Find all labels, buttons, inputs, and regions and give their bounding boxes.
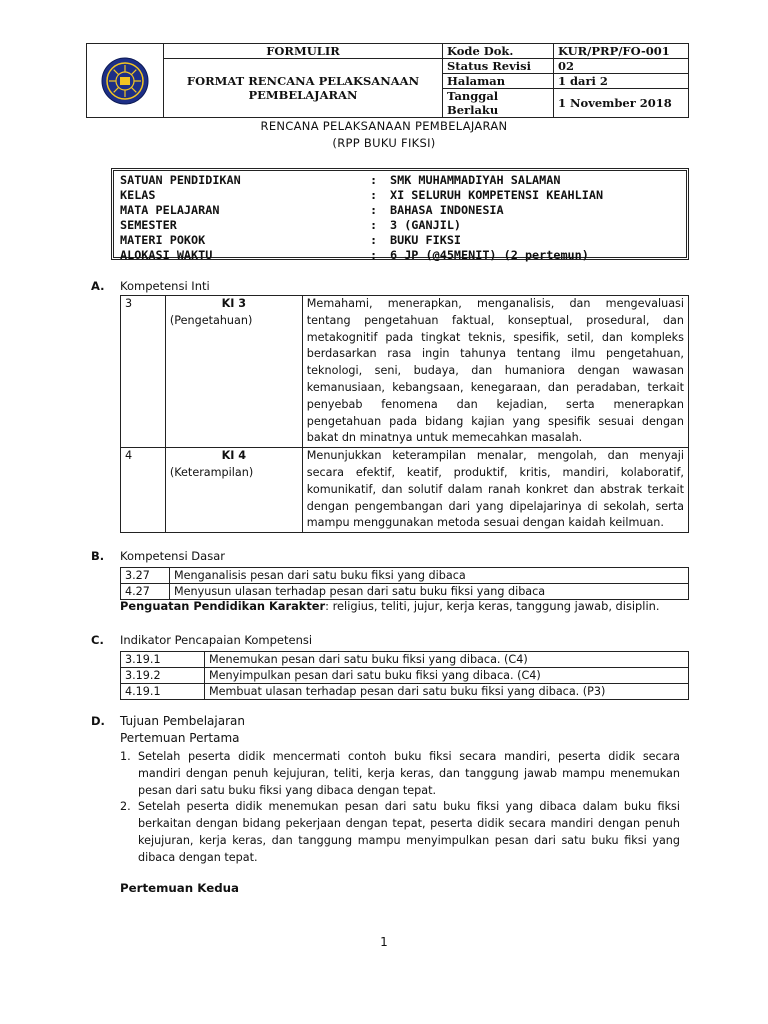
ki-subtitle: (Pengetahuan) <box>169 313 253 327</box>
section-c-letter: C. <box>91 633 104 647</box>
ipk-text: Menemukan pesan dari satu buku fiksi yang dibaca. (C4) <box>205 652 689 668</box>
identity-separator: : <box>370 248 378 262</box>
table-row <box>121 296 689 448</box>
section-a-title: Kompetensi Inti <box>120 279 210 293</box>
section-c-title: Indikator Pencapaian Kompetensi <box>120 633 313 647</box>
formulir-cell: FORMULIR <box>164 44 443 59</box>
page-number: 1 <box>380 935 388 949</box>
ki-number: 3 <box>121 296 166 448</box>
section-d-letter: D. <box>91 714 105 728</box>
kompetensi-inti-table <box>120 295 689 533</box>
identity-label: ALOKASI WAKTU <box>120 248 213 262</box>
identity-separator: : <box>370 203 378 217</box>
identity-label: MATA PELAJARAN <box>120 203 220 217</box>
ki-description: Menunjukkan keterampilan menalar, mengolah, dan menyaji secara efektif, keatif, produktif, kritis, mandiri, kolaboratif, komunikatif, dan solutif dalam ranah konkret dan abstrak terkait dengan pengembangan dari yang dipelajarinya di sekolah, serta mampu menggunakan metoda sesuai dengan kaidah keilmuan. <box>302 448 688 533</box>
indikator-table <box>120 651 689 700</box>
objective-number: 2. <box>120 800 131 813</box>
kompetensi-dasar-table <box>120 567 689 600</box>
identity-value: 3 (GANJIL) <box>390 218 462 232</box>
kd-code: 4.27 <box>121 584 170 600</box>
objective-number: 1. <box>120 750 131 763</box>
meeting-1-heading: Pertemuan Pertama <box>120 731 240 745</box>
objective-text: Setelah peserta didik menemukan pesan dari satu buku fiksi yang dibaca dalam buku fiksi berkaitan dengan bidang pekerjaan dengan tepat, peserta didik secara mandiri dengan penuh kejujuran, kerja keras, dan tanggung mampu menyimpulkan pesan dari satu buku fiksi yang dibaca dengan tepat. <box>138 800 680 864</box>
kd-text: Menyusun ulasan terhadap pesan dari satu buku fiksi yang dibaca <box>170 584 689 600</box>
identity-value: BUKU FIKSI <box>390 233 462 247</box>
format-title-cell <box>164 59 443 118</box>
meeting-2-heading: Pertemuan Kedua <box>120 881 239 895</box>
document-header <box>86 43 689 118</box>
identity-label: SEMESTER <box>120 218 177 232</box>
identity-box <box>111 168 689 260</box>
kd-text: Menganalisis pesan dari satu buku fiksi yang dibaca <box>170 568 689 584</box>
identity-separator: : <box>370 173 378 187</box>
identity-separator: : <box>370 233 378 247</box>
logo-cell <box>87 44 164 118</box>
objective-text: Setelah peserta didik mencermati contoh buku fiksi secara mandiri, peserta didik secara mandiri dengan penuh kejujuran, teliti, kerja keras, dan tanggung jawab mampu menemukan pesan dari satu buku fiksi yang dibaca dengan tepat. <box>138 750 680 797</box>
document-title-line2: (RPP BUKU FIKSI) <box>332 136 436 150</box>
section-a-letter: A. <box>91 279 105 293</box>
character-education-label: Penguatan Pendidikan Karakter <box>120 599 326 613</box>
identity-value: SMK MUHAMMADIYAH SALAMAN <box>390 173 561 187</box>
header-key: Tanggal Berlaku <box>443 89 554 118</box>
section-b-letter: B. <box>91 549 105 563</box>
table-row <box>121 652 689 668</box>
identity-label: KELAS <box>120 188 156 202</box>
ki-name: KI 3 <box>221 297 247 310</box>
header-value: KUR/PRP/FO-001 <box>554 44 689 59</box>
identity-value: XI SELURUH KOMPETENSI KEAHLIAN <box>390 188 604 202</box>
identity-separator: : <box>370 188 378 202</box>
document-title-line1: RENCANA PELAKSANAAN PEMBELAJARAN <box>260 119 508 133</box>
identity-separator: : <box>370 218 378 232</box>
header-key: Kode Dok. <box>443 44 554 59</box>
ki-description: Memahami, menerapkan, menganalisis, dan mengevaluasi tentang pengetahuan faktual, konseptual, prosedural, dan metakognitif pada tingkat teknis, spesifik, setil, dan kompleks berdasarkan rasa ingin tahunya tentang ilmu pengetahuan, teknologi, seni, budaya, dan humaniora dengan wawasan kemanusiaan, kebangsaan, kenegaraan, dan peradaban, terkait penyebab fenomena dan kejadian, serta menerapkan pengetahuan pada bidang kajian yang spesifik sesuai dengan bakat dn minatnya untuk memecahkan masalah. <box>302 296 688 448</box>
table-row <box>121 568 689 584</box>
identity-label: MATERI POKOK <box>120 233 206 247</box>
ipk-code: 3.19.1 <box>121 652 205 668</box>
ipk-code: 4.19.1 <box>121 684 205 700</box>
header-value: 02 <box>554 59 689 74</box>
ki-name-cell <box>165 448 302 533</box>
format-title-line2: PEMBELAJARAN <box>248 88 358 102</box>
school-emblem-icon <box>87 56 163 106</box>
table-row <box>121 448 689 533</box>
format-title-line1: FORMAT RENCANA PELAKSANAAN <box>186 74 420 88</box>
header-key: Halaman <box>443 74 554 89</box>
identity-value: 6 JP (@45MENIT) (2 pertemun) <box>390 248 589 262</box>
header-value: 1 November 2018 <box>554 89 689 118</box>
ki-name: KI 4 <box>221 449 247 463</box>
section-b-title: Kompetensi Dasar <box>120 549 225 563</box>
table-row <box>121 668 689 684</box>
character-education-line <box>120 598 659 615</box>
ipk-text: Membuat ulasan terhadap pesan dari satu buku fiksi yang dibaca. (P3) <box>205 684 689 700</box>
kd-code: 3.27 <box>121 568 170 584</box>
section-d-title: Tujuan Pembelajaran <box>120 714 245 728</box>
header-key: Status Revisi <box>443 59 554 74</box>
identity-value: BAHASA INDONESIA <box>390 203 504 217</box>
ki-name-cell <box>165 296 302 448</box>
character-education-text: : religius, teliti, jujur, kerja keras, tanggung jawab, disiplin. <box>325 599 660 613</box>
header-value: 1 dari 2 <box>554 74 689 89</box>
ki-subtitle: (Keterampilan) <box>169 465 254 479</box>
table-row <box>121 684 689 700</box>
ki-number: 4 <box>121 448 166 533</box>
ipk-code: 3.19.2 <box>121 668 205 684</box>
ipk-text: Menyimpulkan pesan dari satu buku fiksi yang dibaca. (C4) <box>205 668 689 684</box>
identity-label: SATUAN PENDIDIKAN <box>120 173 241 187</box>
